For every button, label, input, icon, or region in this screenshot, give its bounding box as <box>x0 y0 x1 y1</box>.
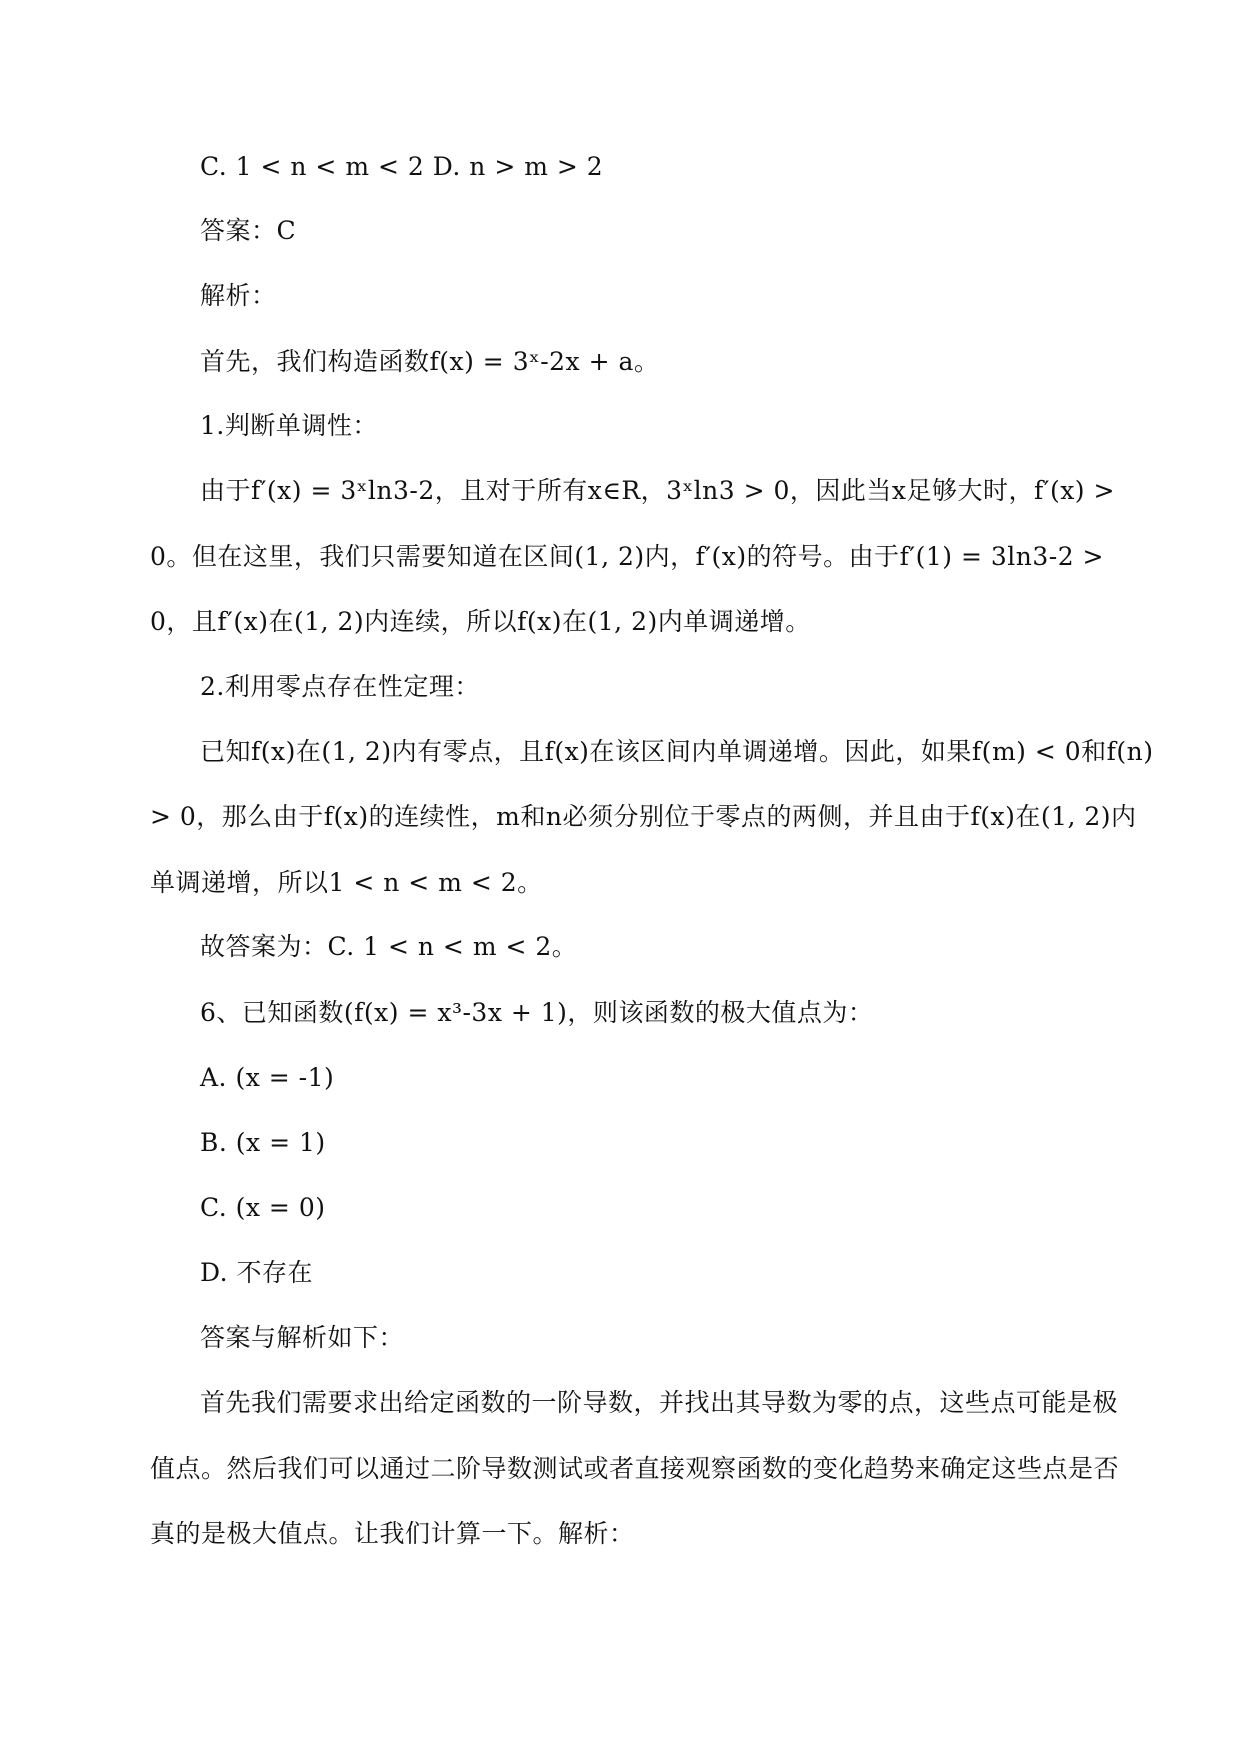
paragraph-line: 由于f′(x) = 3ˣln3-2，且对于所有x∈R，3ˣln3 > 0，因此当x足够大时，f′(x) > <box>200 476 1115 505</box>
option-d: D. 不存在 <box>200 1258 314 1287</box>
step-heading-2: 2.利用零点存在性定理： <box>200 672 480 701</box>
paragraph-line: 首先，我们构造函数f(x) = 3ˣ-2x + a。 <box>200 347 660 376</box>
paragraph-line: 0。但在这里，我们只需要知道在区间(1, 2)内，f′(x)的符号。由于f′(1) = 3ln3-2 > <box>150 542 1104 571</box>
option-a: A. (x = -1) <box>200 1063 335 1092</box>
paragraph-line: 首先我们需要求出给定函数的一阶导数，并找出其导数为零的点，这些点可能是极 <box>200 1388 1119 1417</box>
conclusion-line: 故答案为：C. 1 < n < m < 2。 <box>200 932 578 961</box>
option-b: B. (x = 1) <box>200 1128 326 1157</box>
paragraph-line: 单调递增，所以1 < n < m < 2。 <box>150 868 543 897</box>
option-line-c-d: C. 1 < n < m < 2 D. n > m > 2 <box>200 152 604 181</box>
paragraph-line: 已知f(x)在(1, 2)内有零点，且f(x)在该区间内单调递增。因此，如果f(m) < 0和f(n) <box>200 737 1154 766</box>
paragraph-line: > 0，那么由于f(x)的连续性，m和n必须分别位于零点的两侧，并且由于f(x)在(1, 2)内 <box>150 802 1137 831</box>
answer-analysis-heading: 答案与解析如下： <box>200 1323 405 1352</box>
option-c: C. (x = 0) <box>200 1193 326 1222</box>
paragraph-line: 值点。然后我们可以通过二阶导数测试或者直接观察函数的变化趋势来确定这些点是否 <box>150 1454 1120 1483</box>
step-heading-1: 1.判断单调性： <box>200 411 378 440</box>
answer-line: 答案：C <box>200 216 297 245</box>
analysis-heading: 解析： <box>200 281 277 310</box>
question-6: 6、已知函数(f(x) = x³-3x + 1)，则该函数的极大值点为： <box>200 998 874 1027</box>
paragraph-line: 0，且f′(x)在(1, 2)内连续，所以f(x)在(1, 2)内单调递增。 <box>150 607 811 636</box>
paragraph-line: 真的是极大值点。让我们计算一下。解析： <box>150 1519 635 1548</box>
